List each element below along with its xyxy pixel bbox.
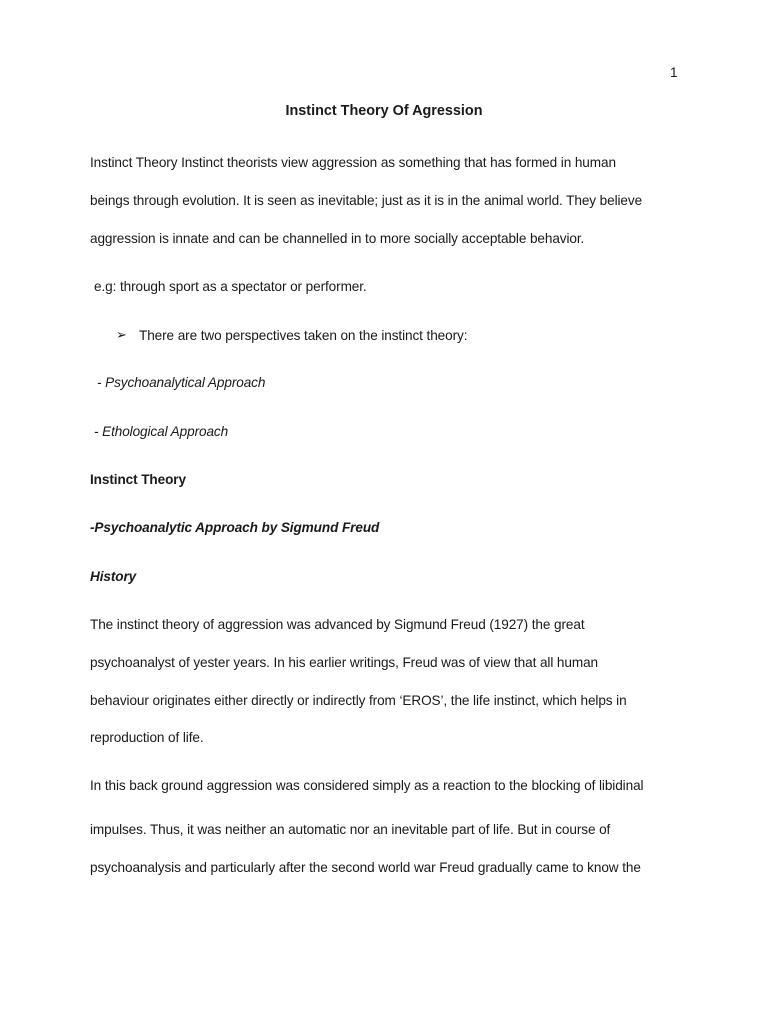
arrow-bullet-icon: ➢	[116, 327, 127, 342]
background-line-2: impulses. Thus, it was neither an automatic nor an inevitable part of life. But in course of	[90, 822, 611, 837]
example-line: e.g: through sport as a spectator or performer.	[94, 279, 367, 294]
background-line-3: psychoanalysis and particularly after the second world war Freud gradually came to know the	[90, 860, 641, 875]
intro-line-3: aggression is innate and can be channelled in to more socially acceptable behavior.	[90, 231, 585, 246]
approach-psychoanalytical: - Psychoanalytical Approach	[97, 375, 266, 390]
heading-history: History	[90, 569, 137, 584]
intro-line-2: beings through evolution. It is seen as inevitable; just as it is in the animal world. They believe	[90, 193, 643, 208]
document-title: Instinct Theory Of Agression	[285, 103, 483, 119]
heading-freud-approach: -Psychoanalytic Approach by Sigmund Freud	[90, 520, 380, 535]
bullet-text: There are two perspectives taken on the instinct theory:	[139, 328, 468, 343]
background-line-1: In this back ground aggression was considered simply as a reaction to the blocking of libidinal	[90, 778, 644, 793]
intro-line-1: Instinct Theory Instinct theorists view aggression as something that has formed in human	[90, 155, 616, 170]
history-line-4: reproduction of life.	[90, 730, 204, 745]
approach-ethological: - Ethological Approach	[94, 424, 229, 439]
history-line-1: The instinct theory of aggression was advanced by Sigmund Freud (1927) the great	[90, 617, 585, 632]
heading-instinct-theory: Instinct Theory	[90, 472, 186, 487]
history-line-2: psychoanalyst of yester years. In his earlier writings, Freud was of view that all human	[90, 655, 598, 670]
page-number: 1	[670, 65, 678, 80]
history-line-3: behaviour originates either directly or indirectly from ‘EROS’, the life instinct, which helps in	[90, 693, 627, 708]
